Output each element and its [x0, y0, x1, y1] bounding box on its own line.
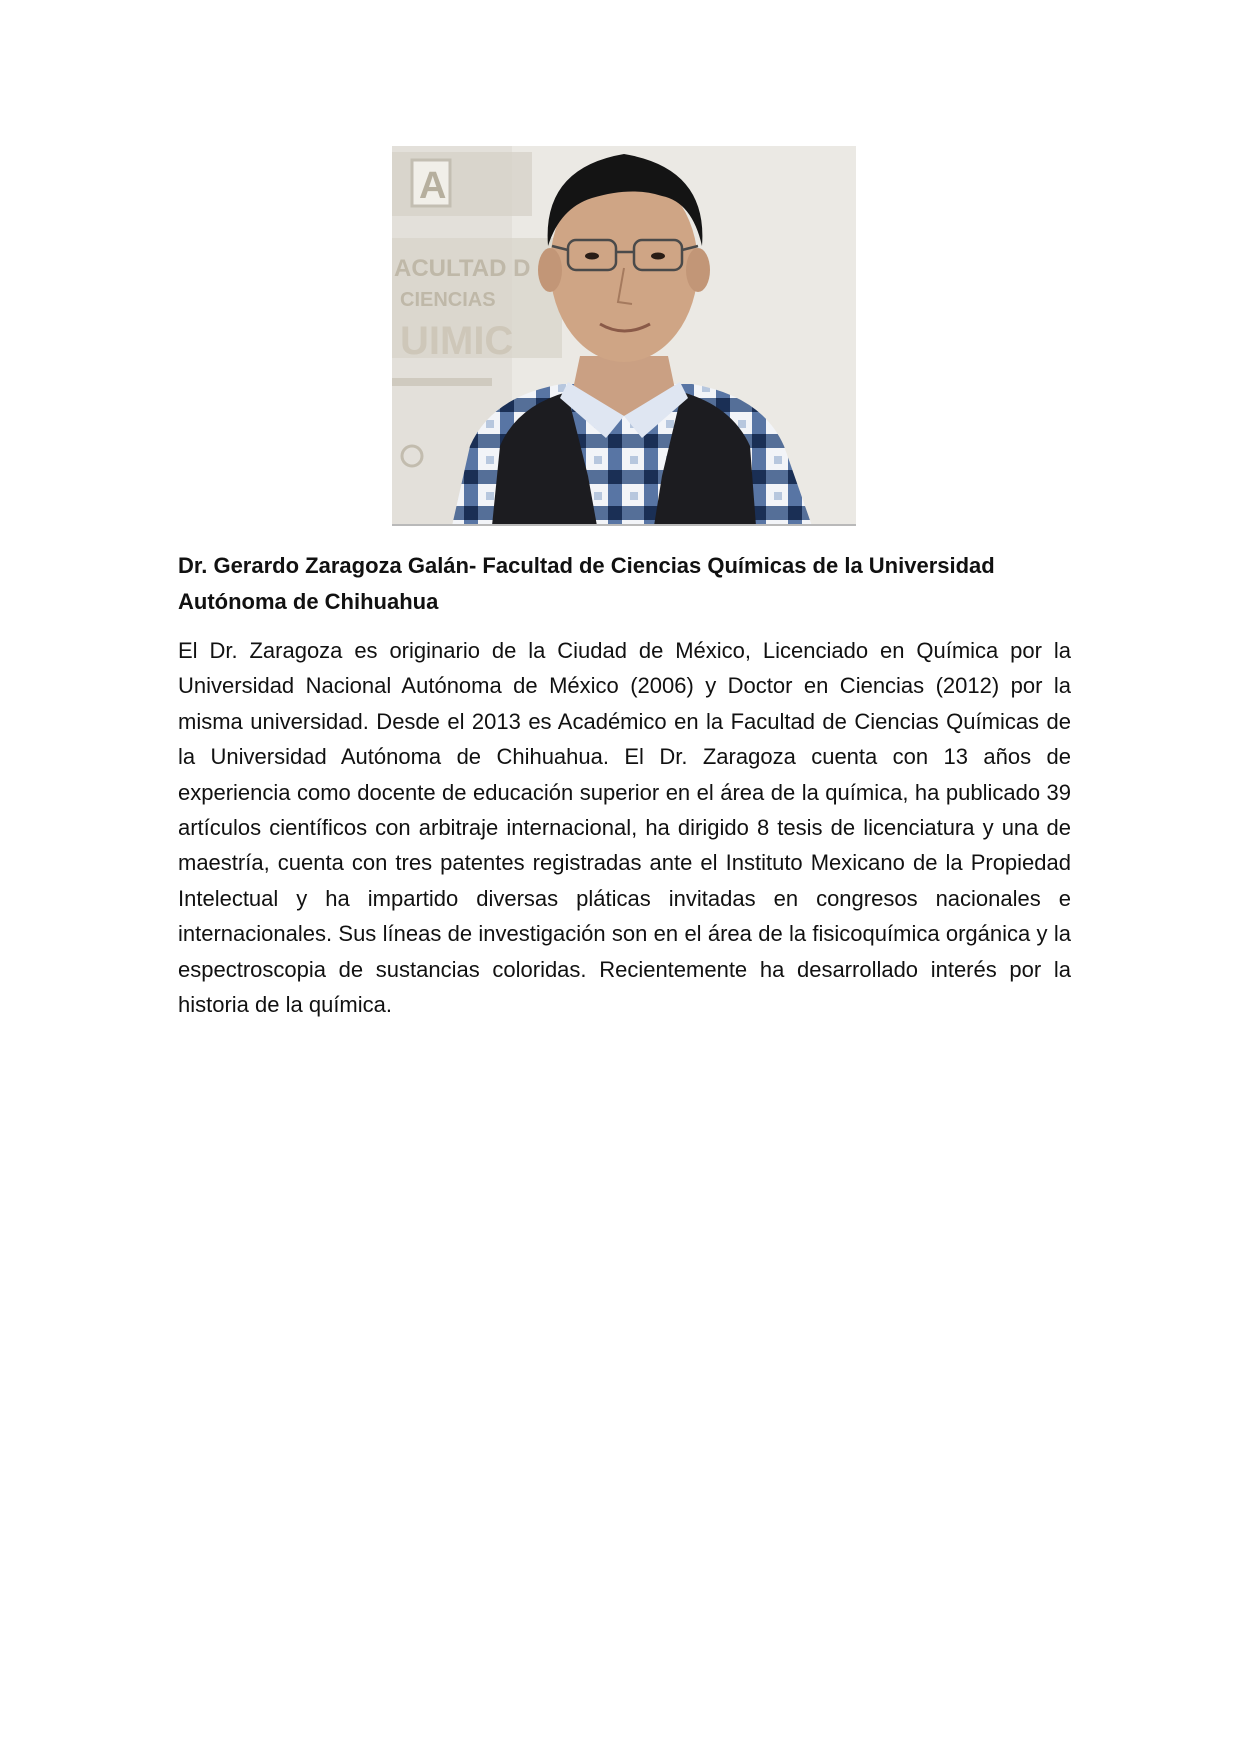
biography-text: El Dr. Zaragoza es originario de la Ciudad de México, Licenciado en Química por la Universidad Nacional Autónoma de México (2006) y Doctor en Ciencias (2012) por la misma universidad. Desde el 2013 es Académico en la Facultad de Ciencias Químicas de la Universidad Autónoma de Chihuahua. El Dr. Zaragoza cuenta con 13 años de experiencia como docente de educación superior en el área de la química, ha publicado 39 artículos científicos con arbitraje internacional, ha dirigido 8 tesis de licenciatura y una de maestría, cuenta con tres patentes registradas ante el Instituto Mexicano de la Propiedad Intelectual y ha impartido diversas pláticas invitadas en congresos nacionales e internacionales. Sus líneas de investigación son en el área de la fisicoquímica orgánica y la espectroscopia de sustancias coloridas. Recientemente ha desarrollado interés por la historia de la química.: [178, 638, 1071, 1018]
plaque-line-1: ACULTAD D: [394, 255, 531, 282]
portrait-photo: [392, 146, 856, 526]
plaque-letter-a: A: [419, 165, 447, 207]
plaque-line-2: CIENCIAS: [400, 289, 496, 311]
biography-heading: Dr. Gerardo Zaragoza Galán- Facultad de Ciencias Químicas de la Universidad Autónoma de Chihuahua: [178, 553, 995, 614]
plaque-line-3: UIMIC: [400, 319, 514, 363]
